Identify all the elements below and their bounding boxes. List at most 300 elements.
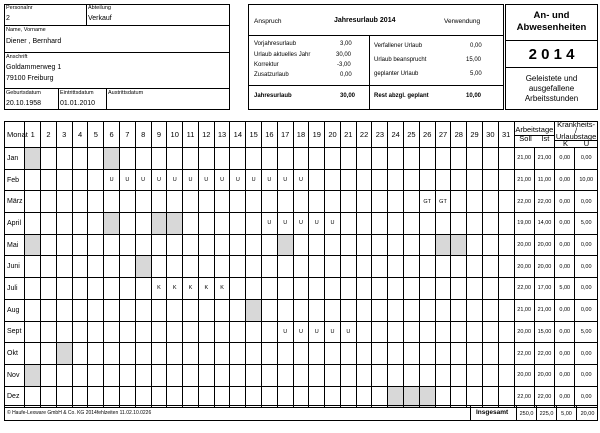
day-cell[interactable]: U <box>183 169 199 191</box>
day-cell[interactable] <box>388 213 404 235</box>
day-cell[interactable] <box>104 278 120 300</box>
day-cell[interactable] <box>388 169 404 191</box>
day-cell[interactable] <box>151 299 167 321</box>
day-cell[interactable] <box>467 364 483 386</box>
day-cell[interactable] <box>56 364 72 386</box>
day-cell[interactable] <box>119 343 135 365</box>
day-cell[interactable] <box>119 364 135 386</box>
day-cell[interactable] <box>183 148 199 170</box>
day-cell[interactable] <box>198 191 214 213</box>
day-cell[interactable] <box>183 321 199 343</box>
day-cell[interactable] <box>214 213 230 235</box>
day-cell[interactable] <box>435 278 451 300</box>
day-cell[interactable] <box>183 191 199 213</box>
day-cell[interactable] <box>25 234 41 256</box>
day-cell[interactable] <box>356 321 372 343</box>
day-cell[interactable] <box>151 213 167 235</box>
day-cell[interactable] <box>246 256 262 278</box>
day-cell[interactable] <box>309 256 325 278</box>
day-cell[interactable] <box>72 256 88 278</box>
day-cell[interactable] <box>435 321 451 343</box>
day-cell[interactable] <box>277 191 293 213</box>
day-cell[interactable] <box>498 256 514 278</box>
day-cell[interactable] <box>56 213 72 235</box>
day-cell[interactable] <box>119 213 135 235</box>
day-cell[interactable] <box>119 191 135 213</box>
day-cell[interactable]: U <box>167 169 183 191</box>
day-cell[interactable] <box>230 213 246 235</box>
day-cell[interactable] <box>25 278 41 300</box>
day-cell[interactable] <box>56 234 72 256</box>
day-cell[interactable] <box>293 148 309 170</box>
day-cell[interactable] <box>119 299 135 321</box>
day-cell[interactable]: U <box>293 321 309 343</box>
day-cell[interactable] <box>435 343 451 365</box>
day-cell[interactable] <box>151 191 167 213</box>
day-cell[interactable] <box>404 191 420 213</box>
day-cell[interactable] <box>498 191 514 213</box>
day-cell[interactable] <box>451 343 467 365</box>
day-cell[interactable] <box>277 256 293 278</box>
day-cell[interactable] <box>262 343 278 365</box>
day-cell[interactable] <box>356 148 372 170</box>
day-cell[interactable] <box>293 278 309 300</box>
day-cell[interactable] <box>262 278 278 300</box>
day-cell[interactable] <box>88 343 104 365</box>
day-cell[interactable] <box>293 364 309 386</box>
day-cell[interactable]: K <box>183 278 199 300</box>
day-cell[interactable] <box>198 343 214 365</box>
day-cell[interactable] <box>135 299 151 321</box>
day-cell[interactable] <box>388 234 404 256</box>
day-cell[interactable] <box>25 213 41 235</box>
day-cell[interactable] <box>372 148 388 170</box>
day-cell[interactable]: K <box>151 278 167 300</box>
day-cell[interactable] <box>482 169 498 191</box>
day-cell[interactable] <box>104 213 120 235</box>
day-cell[interactable] <box>435 299 451 321</box>
day-cell[interactable] <box>404 299 420 321</box>
day-cell[interactable] <box>293 191 309 213</box>
day-cell[interactable] <box>482 234 498 256</box>
day-cell[interactable] <box>198 213 214 235</box>
day-cell[interactable] <box>451 278 467 300</box>
day-cell[interactable]: U <box>277 321 293 343</box>
day-cell[interactable] <box>198 234 214 256</box>
day-cell[interactable] <box>404 278 420 300</box>
day-cell[interactable] <box>88 364 104 386</box>
day-cell[interactable] <box>435 148 451 170</box>
day-cell[interactable] <box>119 234 135 256</box>
day-cell[interactable] <box>104 191 120 213</box>
day-cell[interactable] <box>56 321 72 343</box>
day-cell[interactable] <box>372 213 388 235</box>
day-cell[interactable] <box>56 191 72 213</box>
day-cell[interactable]: U <box>262 213 278 235</box>
day-cell[interactable] <box>183 256 199 278</box>
day-cell[interactable]: K <box>198 278 214 300</box>
day-cell[interactable] <box>451 256 467 278</box>
day-cell[interactable] <box>25 191 41 213</box>
day-cell[interactable]: U <box>293 213 309 235</box>
day-cell[interactable]: K <box>214 278 230 300</box>
day-cell[interactable] <box>167 191 183 213</box>
day-cell[interactable] <box>482 278 498 300</box>
day-cell[interactable] <box>88 278 104 300</box>
day-cell[interactable] <box>467 191 483 213</box>
day-cell[interactable]: U <box>119 169 135 191</box>
day-cell[interactable] <box>451 299 467 321</box>
day-cell[interactable] <box>135 278 151 300</box>
day-cell[interactable] <box>340 364 356 386</box>
day-cell[interactable] <box>246 299 262 321</box>
day-cell[interactable] <box>356 343 372 365</box>
day-cell[interactable] <box>340 148 356 170</box>
day-cell[interactable] <box>41 278 57 300</box>
day-cell[interactable] <box>41 321 57 343</box>
day-cell[interactable] <box>498 148 514 170</box>
day-cell[interactable] <box>467 299 483 321</box>
day-cell[interactable] <box>151 364 167 386</box>
day-cell[interactable] <box>214 343 230 365</box>
day-cell[interactable]: U <box>309 321 325 343</box>
day-cell[interactable] <box>56 256 72 278</box>
day-cell[interactable] <box>198 321 214 343</box>
day-cell[interactable] <box>230 148 246 170</box>
day-cell[interactable] <box>388 343 404 365</box>
day-cell[interactable] <box>419 234 435 256</box>
day-cell[interactable]: U <box>325 321 341 343</box>
day-cell[interactable] <box>72 234 88 256</box>
day-cell[interactable] <box>309 364 325 386</box>
day-cell[interactable] <box>246 213 262 235</box>
day-cell[interactable] <box>214 256 230 278</box>
day-cell[interactable] <box>246 321 262 343</box>
day-cell[interactable] <box>104 364 120 386</box>
day-cell[interactable] <box>25 169 41 191</box>
day-cell[interactable] <box>277 234 293 256</box>
day-cell[interactable] <box>419 321 435 343</box>
day-cell[interactable] <box>262 321 278 343</box>
day-cell[interactable]: U <box>293 169 309 191</box>
day-cell[interactable] <box>88 169 104 191</box>
day-cell[interactable] <box>435 256 451 278</box>
day-cell[interactable] <box>467 321 483 343</box>
day-cell[interactable] <box>451 213 467 235</box>
day-cell[interactable] <box>41 299 57 321</box>
day-cell[interactable] <box>72 278 88 300</box>
day-cell[interactable]: U <box>230 169 246 191</box>
day-cell[interactable] <box>151 343 167 365</box>
day-cell[interactable] <box>277 278 293 300</box>
day-cell[interactable] <box>356 299 372 321</box>
day-cell[interactable] <box>119 321 135 343</box>
day-cell[interactable] <box>56 299 72 321</box>
day-cell[interactable] <box>451 191 467 213</box>
day-cell[interactable] <box>214 321 230 343</box>
day-cell[interactable] <box>419 213 435 235</box>
day-cell[interactable] <box>262 234 278 256</box>
day-cell[interactable] <box>119 148 135 170</box>
day-cell[interactable] <box>372 278 388 300</box>
day-cell[interactable] <box>435 169 451 191</box>
day-cell[interactable] <box>419 169 435 191</box>
day-cell[interactable] <box>451 234 467 256</box>
day-cell[interactable] <box>325 256 341 278</box>
day-cell[interactable] <box>135 364 151 386</box>
day-cell[interactable] <box>88 148 104 170</box>
day-cell[interactable] <box>309 343 325 365</box>
day-cell[interactable] <box>356 213 372 235</box>
day-cell[interactable] <box>183 213 199 235</box>
day-cell[interactable] <box>293 299 309 321</box>
day-cell[interactable] <box>246 148 262 170</box>
day-cell[interactable] <box>246 234 262 256</box>
day-cell[interactable] <box>388 191 404 213</box>
day-cell[interactable] <box>214 364 230 386</box>
day-cell[interactable] <box>230 321 246 343</box>
day-cell[interactable] <box>88 191 104 213</box>
day-cell[interactable] <box>435 213 451 235</box>
day-cell[interactable] <box>72 321 88 343</box>
day-cell[interactable]: U <box>277 213 293 235</box>
day-cell[interactable] <box>419 343 435 365</box>
day-cell[interactable] <box>41 343 57 365</box>
day-cell[interactable] <box>482 321 498 343</box>
day-cell[interactable] <box>104 321 120 343</box>
day-cell[interactable]: U <box>151 169 167 191</box>
day-cell[interactable] <box>135 343 151 365</box>
day-cell[interactable] <box>72 364 88 386</box>
day-cell[interactable] <box>262 299 278 321</box>
day-cell[interactable] <box>482 213 498 235</box>
day-cell[interactable] <box>372 256 388 278</box>
day-cell[interactable] <box>183 364 199 386</box>
day-cell[interactable] <box>388 278 404 300</box>
day-cell[interactable] <box>467 256 483 278</box>
day-cell[interactable] <box>451 321 467 343</box>
day-cell[interactable] <box>262 191 278 213</box>
day-cell[interactable] <box>198 148 214 170</box>
day-cell[interactable] <box>388 364 404 386</box>
day-cell[interactable] <box>198 256 214 278</box>
day-cell[interactable] <box>88 213 104 235</box>
day-cell[interactable] <box>88 256 104 278</box>
day-cell[interactable] <box>451 169 467 191</box>
day-cell[interactable]: U <box>246 169 262 191</box>
day-cell[interactable] <box>388 299 404 321</box>
day-cell[interactable] <box>498 321 514 343</box>
day-cell[interactable] <box>498 278 514 300</box>
day-cell[interactable] <box>119 256 135 278</box>
day-cell[interactable]: U <box>340 321 356 343</box>
day-cell[interactable]: U <box>277 169 293 191</box>
day-cell[interactable] <box>467 169 483 191</box>
day-cell[interactable] <box>467 213 483 235</box>
day-cell[interactable] <box>41 191 57 213</box>
day-cell[interactable] <box>135 148 151 170</box>
day-cell[interactable] <box>372 191 388 213</box>
day-cell[interactable] <box>167 299 183 321</box>
day-cell[interactable] <box>340 256 356 278</box>
day-cell[interactable] <box>498 213 514 235</box>
day-cell[interactable] <box>498 364 514 386</box>
day-cell[interactable]: GT <box>419 191 435 213</box>
day-cell[interactable] <box>25 343 41 365</box>
day-cell[interactable] <box>467 343 483 365</box>
day-cell[interactable] <box>277 343 293 365</box>
day-cell[interactable] <box>419 278 435 300</box>
day-cell[interactable] <box>451 148 467 170</box>
day-cell[interactable] <box>230 278 246 300</box>
day-cell[interactable] <box>183 343 199 365</box>
day-cell[interactable] <box>404 148 420 170</box>
day-cell[interactable] <box>293 343 309 365</box>
day-cell[interactable] <box>151 321 167 343</box>
day-cell[interactable] <box>435 234 451 256</box>
day-cell[interactable] <box>404 234 420 256</box>
day-cell[interactable] <box>56 169 72 191</box>
day-cell[interactable] <box>72 191 88 213</box>
day-cell[interactable]: U <box>325 213 341 235</box>
day-cell[interactable] <box>72 169 88 191</box>
day-cell[interactable] <box>25 299 41 321</box>
day-cell[interactable] <box>404 321 420 343</box>
day-cell[interactable] <box>419 148 435 170</box>
day-cell[interactable] <box>325 191 341 213</box>
day-cell[interactable] <box>356 234 372 256</box>
day-cell[interactable] <box>498 169 514 191</box>
day-cell[interactable] <box>104 234 120 256</box>
day-cell[interactable] <box>325 299 341 321</box>
day-cell[interactable] <box>435 364 451 386</box>
day-cell[interactable] <box>214 191 230 213</box>
day-cell[interactable] <box>41 213 57 235</box>
day-cell[interactable]: U <box>135 169 151 191</box>
day-cell[interactable] <box>388 321 404 343</box>
day-cell[interactable] <box>498 343 514 365</box>
day-cell[interactable] <box>340 278 356 300</box>
day-cell[interactable] <box>404 364 420 386</box>
day-cell[interactable]: U <box>214 169 230 191</box>
day-cell[interactable] <box>135 234 151 256</box>
day-cell[interactable] <box>372 234 388 256</box>
day-cell[interactable] <box>262 364 278 386</box>
day-cell[interactable] <box>482 364 498 386</box>
day-cell[interactable] <box>404 213 420 235</box>
day-cell[interactable] <box>340 213 356 235</box>
day-cell[interactable] <box>277 148 293 170</box>
day-cell[interactable] <box>198 299 214 321</box>
day-cell[interactable] <box>325 169 341 191</box>
day-cell[interactable] <box>56 278 72 300</box>
day-cell[interactable] <box>230 364 246 386</box>
day-cell[interactable] <box>214 299 230 321</box>
day-cell[interactable] <box>119 278 135 300</box>
day-cell[interactable] <box>104 343 120 365</box>
day-cell[interactable] <box>246 191 262 213</box>
day-cell[interactable] <box>404 256 420 278</box>
day-cell[interactable]: K <box>167 278 183 300</box>
day-cell[interactable] <box>293 234 309 256</box>
day-cell[interactable] <box>356 278 372 300</box>
day-cell[interactable] <box>482 343 498 365</box>
day-cell[interactable] <box>167 364 183 386</box>
day-cell[interactable] <box>167 234 183 256</box>
day-cell[interactable] <box>451 364 467 386</box>
day-cell[interactable] <box>419 299 435 321</box>
day-cell[interactable] <box>340 299 356 321</box>
day-cell[interactable] <box>372 169 388 191</box>
day-cell[interactable] <box>167 213 183 235</box>
day-cell[interactable]: GT <box>435 191 451 213</box>
day-cell[interactable] <box>325 278 341 300</box>
day-cell[interactable] <box>482 256 498 278</box>
day-cell[interactable] <box>340 191 356 213</box>
day-cell[interactable] <box>246 278 262 300</box>
day-cell[interactable] <box>356 191 372 213</box>
day-cell[interactable] <box>135 191 151 213</box>
day-cell[interactable] <box>498 299 514 321</box>
day-cell[interactable] <box>151 256 167 278</box>
day-cell[interactable] <box>356 256 372 278</box>
day-cell[interactable] <box>372 299 388 321</box>
day-cell[interactable] <box>25 256 41 278</box>
day-cell[interactable] <box>309 148 325 170</box>
day-cell[interactable] <box>135 321 151 343</box>
day-cell[interactable] <box>467 278 483 300</box>
day-cell[interactable] <box>356 364 372 386</box>
day-cell[interactable] <box>467 234 483 256</box>
day-cell[interactable] <box>135 256 151 278</box>
day-cell[interactable] <box>167 256 183 278</box>
day-cell[interactable] <box>72 299 88 321</box>
day-cell[interactable] <box>151 234 167 256</box>
day-cell[interactable] <box>72 213 88 235</box>
day-cell[interactable] <box>88 234 104 256</box>
day-cell[interactable] <box>309 234 325 256</box>
day-cell[interactable] <box>135 213 151 235</box>
day-cell[interactable] <box>325 364 341 386</box>
day-cell[interactable] <box>183 299 199 321</box>
day-cell[interactable] <box>214 148 230 170</box>
day-cell[interactable] <box>104 256 120 278</box>
day-cell[interactable] <box>293 256 309 278</box>
day-cell[interactable] <box>309 299 325 321</box>
day-cell[interactable] <box>25 148 41 170</box>
day-cell[interactable] <box>230 343 246 365</box>
day-cell[interactable] <box>151 148 167 170</box>
day-cell[interactable] <box>88 299 104 321</box>
day-cell[interactable] <box>25 321 41 343</box>
day-cell[interactable] <box>482 299 498 321</box>
day-cell[interactable] <box>104 148 120 170</box>
day-cell[interactable] <box>230 256 246 278</box>
day-cell[interactable] <box>325 343 341 365</box>
day-cell[interactable] <box>246 364 262 386</box>
day-cell[interactable]: U <box>198 169 214 191</box>
day-cell[interactable] <box>56 343 72 365</box>
day-cell[interactable] <box>41 364 57 386</box>
day-cell[interactable] <box>214 234 230 256</box>
day-cell[interactable] <box>167 321 183 343</box>
day-cell[interactable] <box>467 148 483 170</box>
day-cell[interactable] <box>230 191 246 213</box>
day-cell[interactable] <box>88 321 104 343</box>
day-cell[interactable] <box>25 364 41 386</box>
day-cell[interactable] <box>41 256 57 278</box>
day-cell[interactable] <box>277 299 293 321</box>
